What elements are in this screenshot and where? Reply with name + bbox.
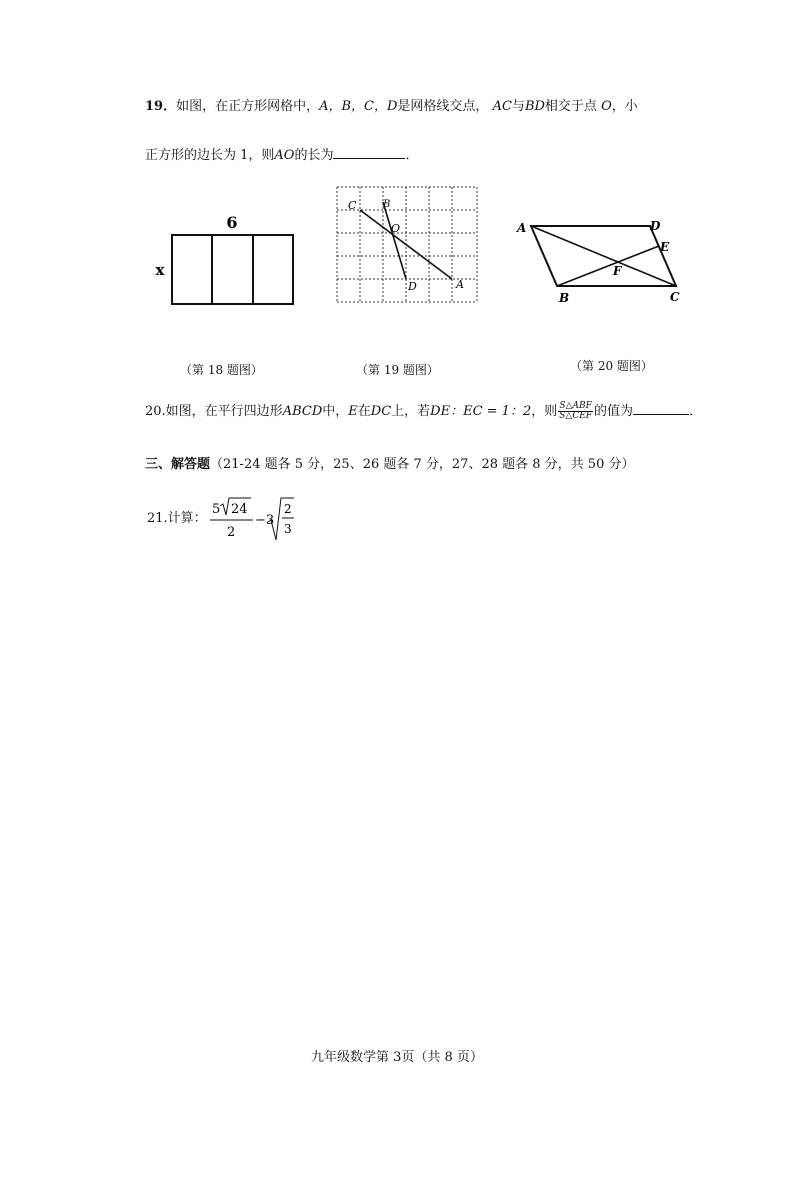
q21-minus-coef: −3 [255,513,275,528]
q21-label: 21.计算： [147,511,207,526]
fig20-caption: （第 20 题图） [570,359,653,373]
fig19-label-c: C [348,199,357,212]
q21-denominator: 2 [227,525,236,540]
fig20-label-f: F [613,264,622,278]
q19-answer-blank[interactable] [333,146,405,159]
section-3-detail: （21-24 题各 5 分，25、26 题各 7 分，27、28 题各 8 分，共 50 分） [210,457,635,472]
q21-num-radicand: 24 [231,502,248,517]
figure-18 [150,208,305,312]
page-footer: 九年级数学第 3页（共 8 页） [311,1050,483,1065]
q20-answer-blank[interactable] [633,402,689,415]
fig20-label-a: A [517,221,527,235]
fig19-label-o: O [391,222,401,235]
fig19-caption: （第 19 题图） [356,363,439,377]
q19-line2: 正方形的边长为 1，则AO的长为 ． [145,148,419,163]
q20-line: 20.如图，在平行四边形ABCD中，E在DC上，若DE：EC = 1：2，则 $\frac{\text{S△ABF}}{\text{S△CEF}}$ 的值为 ． [145,401,703,421]
fig19-label-d: D [408,280,417,293]
section-3-heading [145,453,634,472]
section-3-title: 三、解答题 [145,457,211,472]
fig18-rectangle [172,235,293,304]
fig19-segment-bd [383,202,406,279]
fig20-label-e: E [660,240,670,254]
fig19-label-b: B [383,199,391,210]
fig18-caption: （第 18 题图） [180,363,263,377]
fig19-label-a: A [456,278,464,291]
q21-expression [206,494,298,542]
fig20-label-b: B [559,291,570,305]
fig20-segment-be [557,246,659,286]
q21-inner-den: 3 [284,522,292,536]
figure-20 [512,214,687,306]
fig18-top-label: 6 [226,213,238,232]
q21-num-coef: 5 [212,502,221,517]
fig20-label-c: C [670,290,680,304]
q19-line1: 19．如图，在正方形网格中，A，B，C，D是网格线交点， AC与BD相交于点 O，小 [145,99,638,114]
q19-number: 19． [145,99,177,114]
fig18-side-label: x [155,261,165,279]
q21-inner-num: 2 [284,502,292,516]
figure-19 [330,180,485,310]
fig20-label-d: D [650,219,661,233]
q20-area-ratio: $\frac{\text{S△ABF}}{\text{S△CEF}}$ [559,401,593,421]
